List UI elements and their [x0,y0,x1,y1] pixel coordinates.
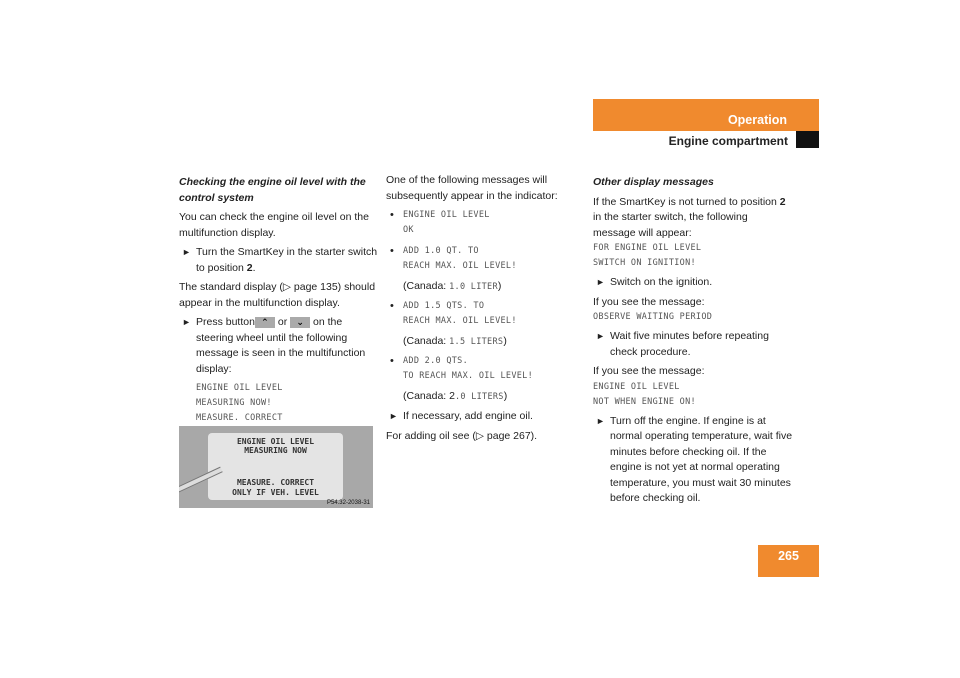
messages-intro: One of the following messages will subsequently appear in the indicator: [386,174,558,202]
message-ignition: FOR ENGINE OIL LEVEL SWITCH ON IGNITION! [593,243,702,268]
column-1 [179,173,379,445]
bullet-icon: • [390,300,394,312]
message-intro-3: If you see the message: [593,365,705,377]
step-add-oil: ► If necessary, add engine oil. [386,409,586,425]
heading-other-messages: Other display messages [593,176,714,188]
header-marker [796,131,819,148]
multifunction-display-screen: ENGINE OIL LEVEL MEASURING NOW MEASURE. CORRECT ONLY IF VEH. LEVEL [208,433,343,500]
message-engine-on: ENGINE OIL LEVEL NOT WHEN ENGINE ON! [593,381,696,407]
step-turn-off: ► Turn off the engine. If engine is at normal operating temperature, wait five minutes before checking oil. If the engine is not yet at normal operating temperature, you must wait 30 minutes before checking oil. [596,414,793,504]
smartkey-text: If the SmartKey is not turned to position 2 in the starter switch, the following message will appear: [593,195,786,239]
column-2 [386,173,586,448]
bullet-icon: • [390,245,394,257]
message-item: • ADD 1.5 QTS. TO REACH MAX. OIL LEVEL! (Canada: 1.5 LITERS) [390,300,517,347]
page-number: 265 [758,545,819,577]
down-button-icon: ⌄ [290,317,310,328]
message-item: • ENGINE OIL LEVEL OK [390,209,490,235]
message-item: • ADD 2.0 QTS. TO REACH MAX. OIL LEVEL! (Canada: 2.0 LITERS) [390,355,534,402]
bullet-icon: • [390,355,394,367]
step-arrow-icon: ► [596,415,605,426]
page-ref-icon: ▷ [475,429,484,442]
intro-text: You can check the engine oil level on the multifunction display. [179,211,369,239]
header-bar [593,99,819,131]
subsection-title: Engine compartment [668,134,788,148]
step-arrow-icon: ► [182,317,191,327]
step-turn-key: ► Turn the SmartKey in the starter switch to position 2. [182,246,378,274]
message-item: • ADD 1.0 QT. TO REACH MAX. OIL LEVEL! (Canada: 1.0 LITER) [390,245,517,292]
step-arrow-icon: ► [182,247,191,257]
standard-display-text: The standard display (▷ page 135) should appear in the multifunction display. [179,281,376,309]
display-message: ENGINE OIL LEVEL MEASURING NOW! MEASURE. CORRECT [196,383,283,423]
heading-oil-check: Checking the engine oil level with the control system [179,176,366,204]
step-press-button: ► Press button ⌃ or ⌄ on the steering wheel until the following message is seen in the multifunction display: ENGINE OIL LEVEL MEASURING NOW! MEASURE. CORRECT [179,315,379,441]
page-ref-icon: ▷ [282,281,291,293]
bullet-icon: • [390,209,394,221]
section-title: Operation [727,113,787,127]
subsection-bar [593,131,788,148]
up-button-icon: ⌃ [255,317,275,328]
step-wait: ► Wait five minutes before repeating check procedure. [596,330,769,358]
display-figure [179,426,373,508]
message-waiting: OBSERVE WAITING PERIOD [593,312,713,322]
step-arrow-icon: ► [389,411,398,421]
step-arrow-icon: ► [596,277,605,287]
adding-oil-ref: For adding oil see (▷ page 267). [386,429,538,442]
step-arrow-icon: ► [596,331,605,341]
column-3 [593,173,793,511]
step-ignition: ► Switch on the ignition. [593,275,793,291]
message-intro-2: If you see the message: [593,295,705,308]
figure-code: P54.32-2038-31 [326,500,370,506]
